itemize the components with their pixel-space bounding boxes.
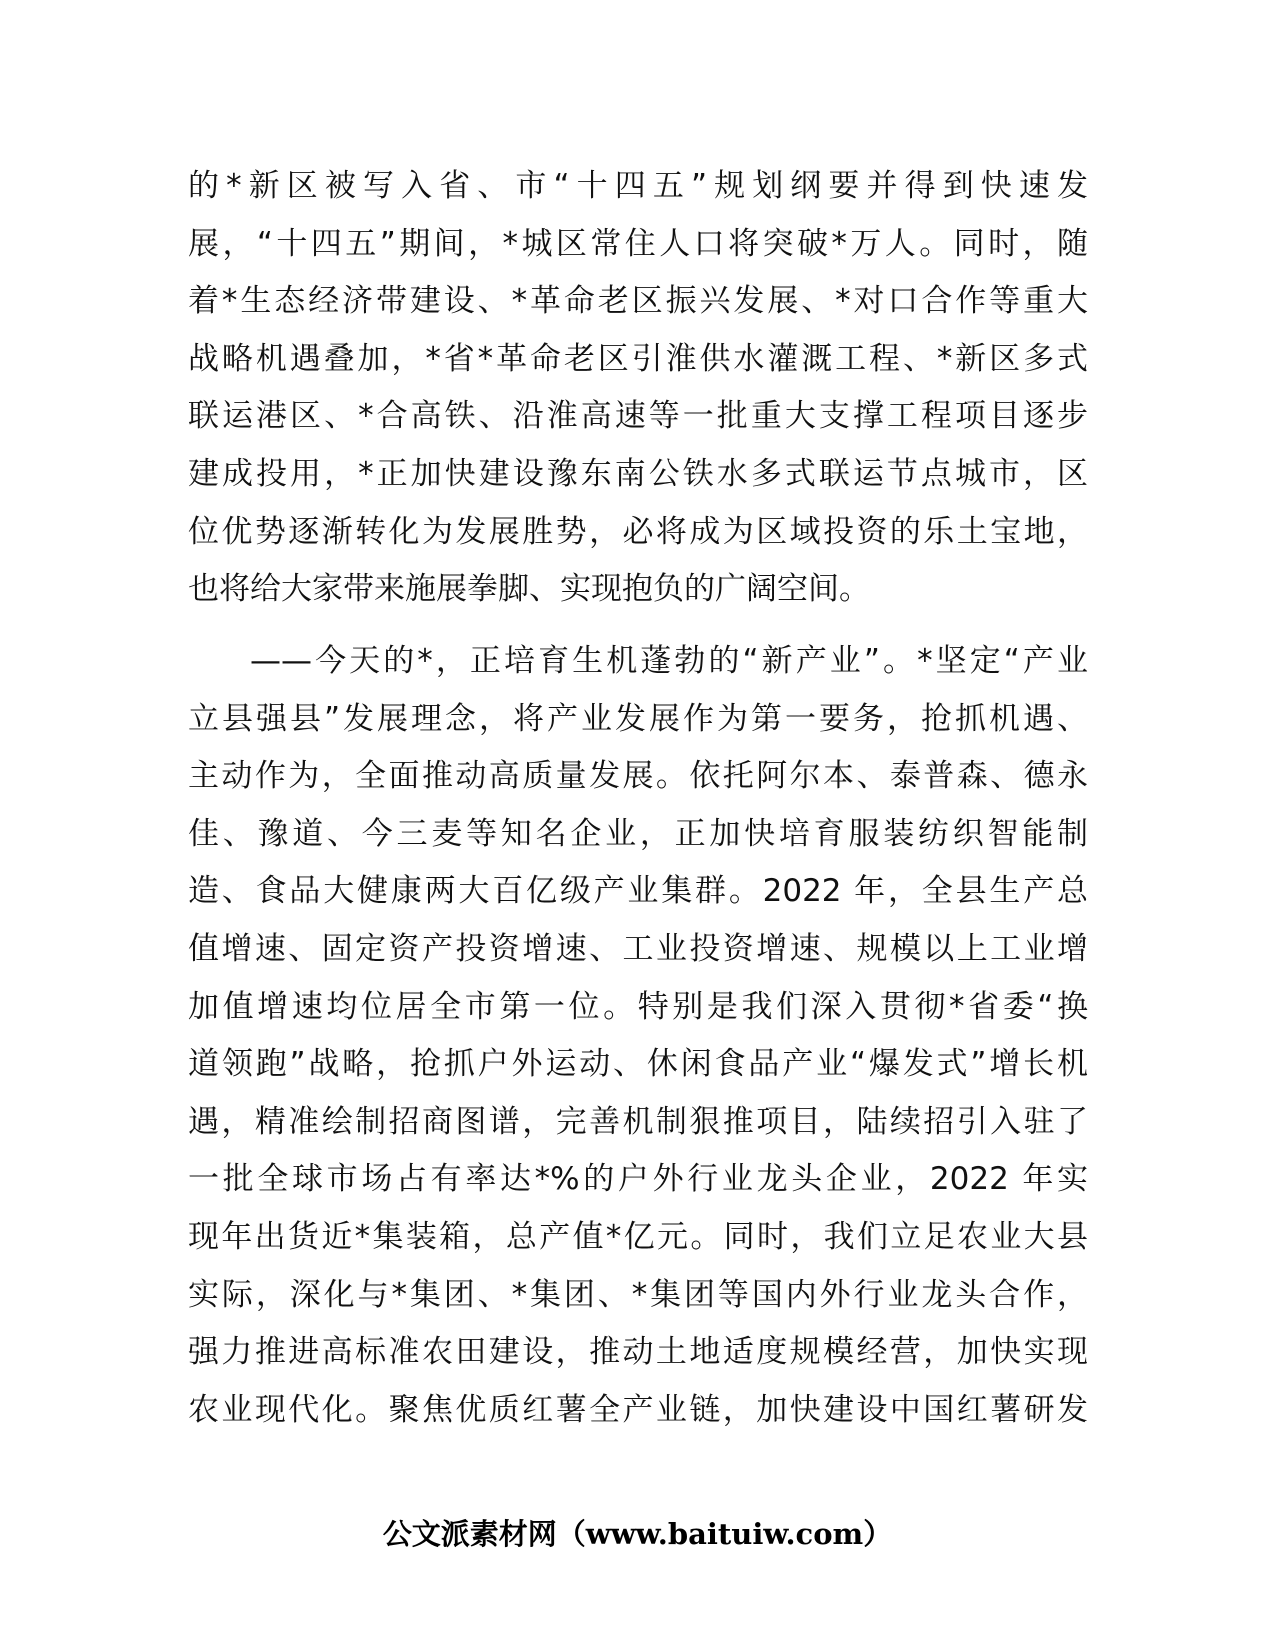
paragraph-1-last-line: 也将给大家带来施展拳脚、实现抱负的广阔空间。 [188,571,870,608]
paragraph-2 [188,633,1088,1439]
paragraph-1-line: 战略机遇叠加，*省*革命老区引淮供水灌溉工程、*新区多式 [188,340,1088,377]
paragraph-2-line: 道领跑”战略，抢抓户外运动、休闲食品产业“爆发式”增长机 [188,1046,1088,1083]
paragraph-2-line: 佳、豫道、今三麦等知名企业，正加快培育服装纺织智能制 [188,815,1088,852]
paragraph-2-line: 加值增速均位居全市第一位。特别是我们深入贯彻*省委“换 [188,988,1088,1025]
paragraph-1-line: 展，“十四五”期间，*城区常住人口将突破*万人。同时，随 [188,225,1088,262]
paragraph-2-line: 主动作为，全面推动高质量发展。依托阿尔本、泰普森、德永 [188,758,1088,795]
paragraph-1-line: 联运港区、*合高铁、沿淮高速等一批重大支撑工程项目逐步 [188,398,1088,435]
paragraph-2-line: 立县强县”发展理念，将产业发展作为第一要务，抢抓机遇、 [188,700,1088,737]
paragraph-2-line: 一批全球市场占有率达*%的户外行业龙头企业，2022 年实 [188,1161,1088,1198]
paragraph-1-line: 着*生态经济带建设、*革命老区振兴发展、*对口合作等重大 [188,283,1088,320]
paragraph-2-line: 遇，精准绘制招商图谱，完善机制狠推项目，陆续招引入驻了 [188,1103,1088,1140]
paragraph-1-line: 建成投用，*正加快建设豫东南公铁水多式联运节点城市，区 [188,455,1088,492]
paragraph-1-line: 的*新区被写入省、市“十四五”规划纲要并得到快速发 [188,168,1088,204]
paragraph-2-line: 农业现代化。聚焦优质红薯全产业链，加快建设中国红薯研发 [188,1391,1088,1428]
paragraph-2-line: 实际，深化与*集团、*集团、*集团等国内外行业龙头合作， [188,1276,1088,1313]
paragraph-2-line: 造、食品大健康两大百亿级产业集群。2022 年，全县生产总 [188,873,1088,910]
paragraph-1-line: 位优势逐渐转化为发展胜势，必将成为区域投资的乐土宝地， [188,513,1088,550]
paragraph-2-line: 值增速、固定资产投资增速、工业投资增速、规模以上工业增 [188,930,1088,967]
footer-source-text: 公文派素材网（www.baituiw.com） [382,1517,893,1551]
paragraph-2-first-line: ——今天的*，正培育生机蓬勃的“新产业”。*坚定“产业 [250,643,1088,679]
paragraph-2-line: 现年出货近*集装箱，总产值*亿元。同时，我们立足农业大县 [188,1218,1088,1255]
paragraph-1 [188,158,1088,619]
paragraph-2-line: 强力推进高标准农田建设，推动土地适度规模经营，加快实现 [188,1334,1088,1371]
